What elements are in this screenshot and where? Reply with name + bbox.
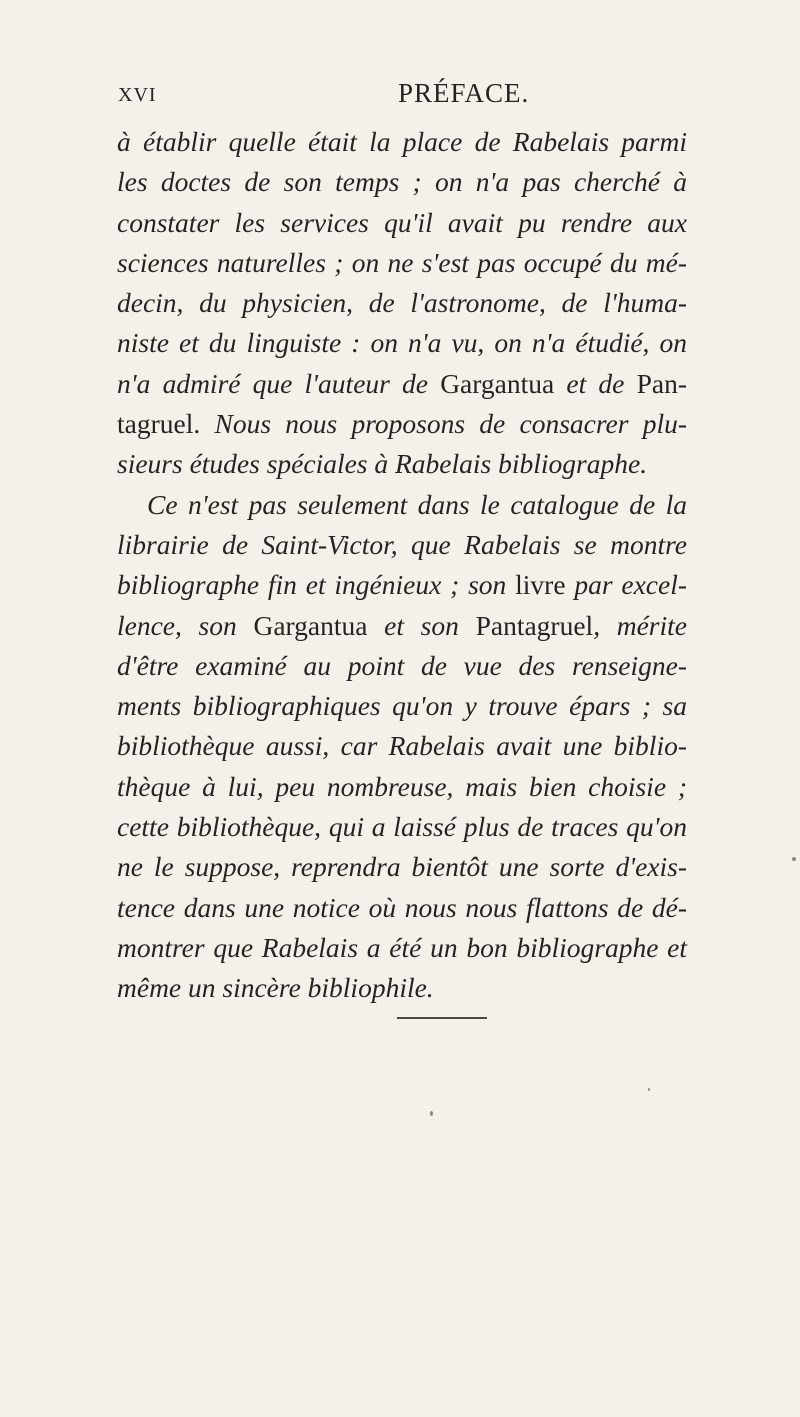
text-line: [117, 968, 687, 1008]
text-line: [117, 283, 687, 323]
text-line: [117, 243, 687, 283]
page-header: [118, 78, 678, 118]
paper-speck: [792, 857, 796, 861]
text-segment: et de: [554, 367, 637, 399]
text-line: [117, 606, 687, 646]
text-segment: et son: [367, 609, 476, 641]
text-segment: librairie de Saint-Victor, que Rabelais se montre: [117, 528, 687, 560]
text-segment: même un sincère bibliophile.: [117, 972, 434, 1004]
text-segment: decin, du physicien, de l'astronome, de l'huma-: [117, 287, 687, 319]
text-line: [117, 323, 687, 363]
text-line: [117, 767, 687, 807]
text-segment: tagruel.: [117, 408, 215, 440]
text-segment: livre: [515, 569, 566, 601]
text-segment: sieurs études spéciales à Rabelais bibliographe.: [117, 448, 648, 480]
text-segment: niste et du linguiste : on n'a vu, on n'a étudié, on: [117, 327, 687, 359]
text-segment: tence dans une notice où nous nous flattons de dé-: [117, 891, 687, 923]
text-segment: constater les services qu'il avait pu rendre aux: [117, 206, 687, 238]
text-line: [117, 807, 687, 847]
text-segment: sciences naturelles ; on ne s'est pas occupé du mé-: [117, 246, 687, 278]
text-segment: Gargantua: [440, 367, 555, 399]
text-line: [117, 162, 687, 202]
text-segment: Pan-: [636, 367, 687, 399]
text-segment: par excel-: [565, 569, 687, 601]
text-segment: d'être examiné au point de vue des renseigne-: [117, 649, 687, 681]
text-line: [117, 404, 687, 444]
text-line: [117, 364, 687, 404]
text-segment: ments bibliographiques qu'on y trouve épars ; sa: [117, 690, 687, 722]
body-text: [117, 122, 687, 1009]
text-segment: montrer que Rabelais a été un bon bibliographe et: [117, 931, 687, 963]
text-line: [117, 525, 687, 565]
text-line: [117, 726, 687, 766]
paper-speck: [648, 1088, 650, 1091]
text-segment: thèque à lui, peu nombreuse, mais bien choisie ;: [117, 770, 687, 802]
text-line: [117, 928, 687, 968]
text-line: [117, 686, 687, 726]
text-line: [117, 203, 687, 243]
text-segment: , mérite: [593, 609, 687, 641]
text-segment: lence, son: [117, 609, 254, 641]
text-line: [117, 646, 687, 686]
page-number: XVI: [118, 84, 157, 106]
paper-speck: [430, 1111, 433, 1116]
text-line: [117, 847, 687, 887]
text-segment: cette bibliothèque, qui a laissé plus de traces qu'on: [117, 811, 687, 843]
text-line: [117, 888, 687, 928]
text-segment: Ce n'est pas seulement dans le catalogue de la: [147, 488, 687, 520]
text-segment: Gargantua: [253, 609, 368, 641]
text-line: [117, 565, 687, 605]
section-end-rule: [397, 1017, 487, 1019]
text-segment: les doctes de son temps ; on n'a pas cherché à: [117, 166, 687, 198]
text-segment: ne le suppose, reprendra bientôt une sorte d'exis-: [117, 851, 687, 883]
running-title: PRÉFACE.: [398, 78, 530, 108]
text-segment: n'a admiré que l'auteur de: [117, 367, 441, 399]
text-segment: Nous nous proposons de consacrer plu-: [214, 408, 687, 440]
text-segment: à établir quelle était la place de Rabelais parmi: [117, 126, 687, 157]
text-segment: bibliographe fin et ingénieux ; son: [117, 569, 516, 601]
text-line: [117, 444, 687, 484]
text-line: [117, 122, 687, 162]
text-line: [117, 485, 687, 525]
text-segment: Pantagruel: [475, 609, 594, 641]
text-segment: bibliothèque aussi, car Rabelais avait une biblio-: [117, 730, 687, 762]
